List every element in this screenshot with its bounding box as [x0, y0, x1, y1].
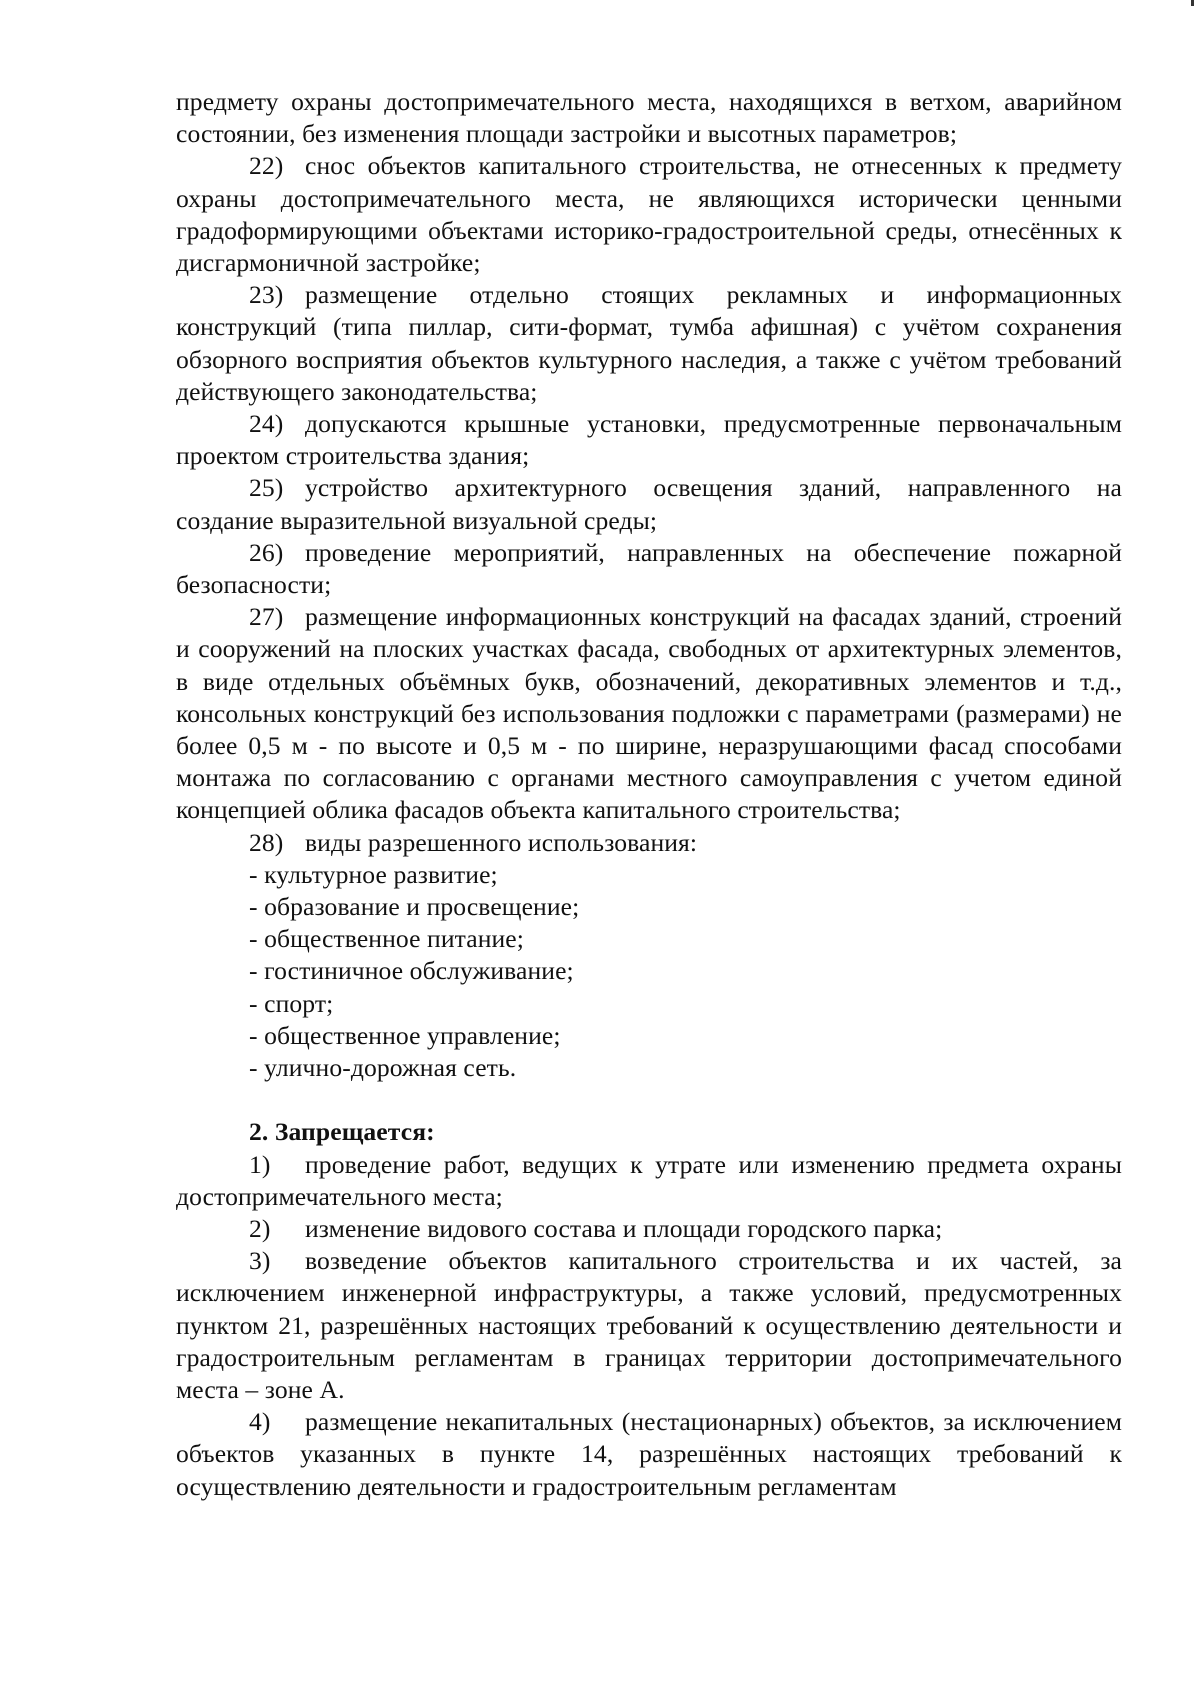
item-text: возведение объектов капитального строительства и их частей, за исключением инженерной инфраструктуры, а также условий, предусмотренных пунктом 21, разрешённых настоящих требований к осуществлению деятельности и градостроительным регламентам в границах территории достопримечательного места – зоне А.: [176, 1246, 1122, 1404]
item-24: [176, 408, 1122, 472]
item-22: [176, 150, 1122, 279]
item-text: допускаются крышные установки, предусмотренные первоначальным проектом строительства здания;: [176, 409, 1122, 471]
item-number: 27): [249, 602, 284, 632]
item-text: размещение информационных конструкций на фасадах зданий, строений и сооружений на плоских участках фасада, свободных от архитектурных элементов, в виде отдельных объёмных букв, обозначений, декоративных элементов и т.д., консольных конструкций без использования подложки с параметрами (размерами) не более 0,5 м - по высоте и 0,5 м - по ширине, неразрушающими фасад способами монтажа по согласованию с органами местного самоуправления с учетом единой концепцией облика фасадов объекта капитального строительства;: [176, 602, 1122, 825]
item-text: проведение работ, ведущих к утрате или изменению предмета охраны достопримечательного места;: [176, 1149, 1122, 1211]
item-number: 26): [249, 537, 284, 567]
item-number: 2): [249, 1213, 271, 1243]
scan-corner-mark: [1191, 0, 1194, 6]
permitted-use-item: - спорт;: [249, 988, 334, 1018]
item-26: [176, 537, 1122, 601]
permitted-use-item: - образование и просвещение;: [249, 892, 580, 922]
item-number: 25): [249, 473, 284, 503]
item-25: [176, 472, 1122, 536]
item-text: снос объектов капитального строительства, не отнесенных к предмету охраны достопримечательного места, не являющихся исторически ценными градоформирующими объектами историко-градостроительной среды, отнесённых к дисгармоничной застройке;: [176, 151, 1122, 278]
item-number: 24): [249, 409, 284, 439]
permitted-use-item: - улично-дорожная сеть.: [249, 1053, 517, 1083]
prohibited-item-4: [176, 1406, 1122, 1503]
prohibited-item-1: [176, 1149, 1122, 1213]
item-text: устройство архитектурного освещения зданий, направленного на создание выразительной визуальной среды;: [176, 473, 1122, 535]
item-number: 4): [249, 1407, 271, 1437]
item-27: [176, 601, 1122, 826]
item-text: виды разрешенного использования:: [305, 827, 698, 857]
lead-paragraph: предмету охраны достопримечательного места, находящихся в ветхом, аварийном состоянии, без изменения площади застройки и высотных параметров;: [176, 87, 1122, 149]
item-text: проведение мероприятий, направленных на обеспечение пожарной безопасности;: [176, 537, 1122, 600]
prohibited-item-2: [176, 1213, 1122, 1245]
item-number: 1): [249, 1149, 271, 1179]
permitted-use-item: - общественное управление;: [249, 1020, 561, 1050]
document-body: [176, 86, 1122, 1503]
item-text: размещение отдельно стоящих рекламных и информационных конструкций (типа пиллар, сити-формат, тумба афишная) с учётом сохранения обзорного восприятия объектов культурного наследия, а также с учётом требований действующего законодательства;: [176, 280, 1122, 406]
item-number: 28): [249, 827, 284, 857]
item-number: 3): [249, 1246, 271, 1276]
permitted-use-item: - гостиничное обслуживание;: [249, 956, 574, 986]
permitted-use-item: - культурное развитие;: [249, 859, 498, 889]
permitted-use-item: - общественное питание;: [249, 924, 524, 954]
item-text: изменение видового состава и площади городского парка;: [305, 1213, 943, 1243]
item-number: 23): [249, 280, 284, 310]
section-2-title: 2. Запрещается:: [249, 1117, 435, 1147]
item-number: 22): [249, 151, 284, 181]
prohibited-item-3: [176, 1245, 1122, 1406]
item-23: [176, 279, 1122, 408]
item-text: размещение некапитальных (нестационарных) объектов, за исключением объектов указанных в пункте 14, разрешённых настоящих требований к осуществлению деятельности и градостроительным регламентам: [176, 1407, 1122, 1501]
item-28: [176, 827, 1122, 859]
